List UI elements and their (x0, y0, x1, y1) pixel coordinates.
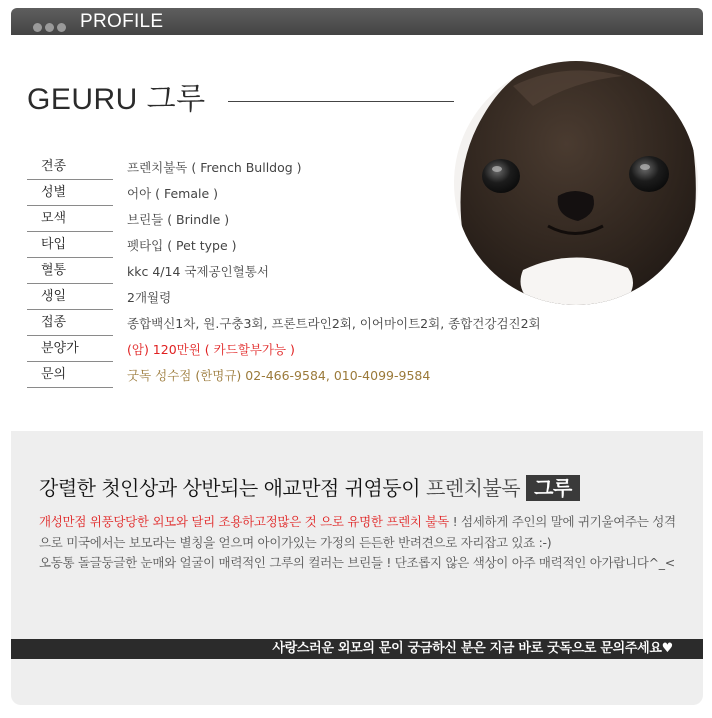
info-row-pedigree (27, 259, 557, 285)
headline-breed: 프렌치불독 (426, 476, 521, 500)
description-highlight: 개성만점 위풍당당한 외모와 달리 조용하고정많은 것 으로 유명한 프렌치 불독 (39, 514, 449, 529)
info-value: 펫타입 ( Pet type ) (127, 238, 237, 253)
info-label: 견종 (27, 155, 113, 180)
info-row-type (27, 233, 557, 259)
profile-header-bar (11, 8, 703, 35)
info-label: 모색 (27, 207, 113, 232)
info-label: 생일 (27, 285, 113, 310)
info-value: kkc 4/14 국제공인혈통서 (127, 264, 269, 279)
dot-icon (45, 23, 54, 32)
info-label: 분양가 (27, 337, 113, 362)
info-row-gender (27, 181, 557, 207)
headline-text: 강렬한 첫인상과 상반되는 애교만점 귀염둥이 (39, 476, 421, 500)
info-label: 접종 (27, 311, 113, 336)
title-divider-line (228, 101, 454, 102)
profile-header-title: PROFILE (80, 11, 164, 32)
info-row-birthday (27, 285, 557, 311)
info-value-contact: 굿독 성수점 (한명규) 02-466-9584, 010-4099-9584 (127, 368, 431, 383)
info-label: 타입 (27, 233, 113, 258)
info-label: 성별 (27, 181, 113, 206)
dot-icon (57, 23, 66, 32)
info-label: 혈통 (27, 259, 113, 284)
info-row-vaccination (27, 311, 557, 337)
description-text-1: ! 섬세하게 주인의 말에 귀기울여주는 성격으로 미국에서는 보모라는 별칭을 얻으며 아이가있는 가정의 든든한 반려견으로 자리잡고 있죠 :-) (39, 514, 676, 550)
description-text (39, 512, 679, 574)
description-panel (11, 431, 703, 705)
info-label: 문의 (27, 363, 113, 388)
footer-text: 사랑스러운 외모의 문이 궁금하신 분은 지금 바로 굿독으로 문의주세요♥ (272, 641, 673, 656)
window-dots (33, 17, 69, 36)
info-value-price: (암) 120만원 ( 카드할부가능 ) (127, 342, 295, 357)
info-row-contact (27, 363, 557, 389)
description-text-2: 오동통 돌글둥글한 눈매와 얼굴이 매력적인 그루의 컬러는 브린들 ! 단조롭지 않은 색상이 아주 매력적인 아가랍니다^_< (39, 555, 675, 570)
name-badge: 그루 (526, 475, 580, 501)
description-headline (39, 472, 580, 501)
info-value: 2개월령 (127, 290, 172, 305)
info-row-color (27, 207, 557, 233)
info-row-breed (27, 155, 557, 181)
info-value: 프렌치불독 ( French Bulldog ) (127, 160, 302, 175)
info-value: 종합백신1차, 원.구충3회, 프론트라인2회, 이어마이트2회, 종합건강검진2회 (127, 316, 541, 331)
dot-icon (33, 23, 42, 32)
info-value: 브린들 ( Brindle ) (127, 212, 230, 227)
footer-bar (11, 639, 703, 659)
info-row-price (27, 337, 557, 363)
dog-name-title: GEURU 그루 (27, 83, 206, 116)
info-value: 어아 ( Female ) (127, 186, 219, 201)
